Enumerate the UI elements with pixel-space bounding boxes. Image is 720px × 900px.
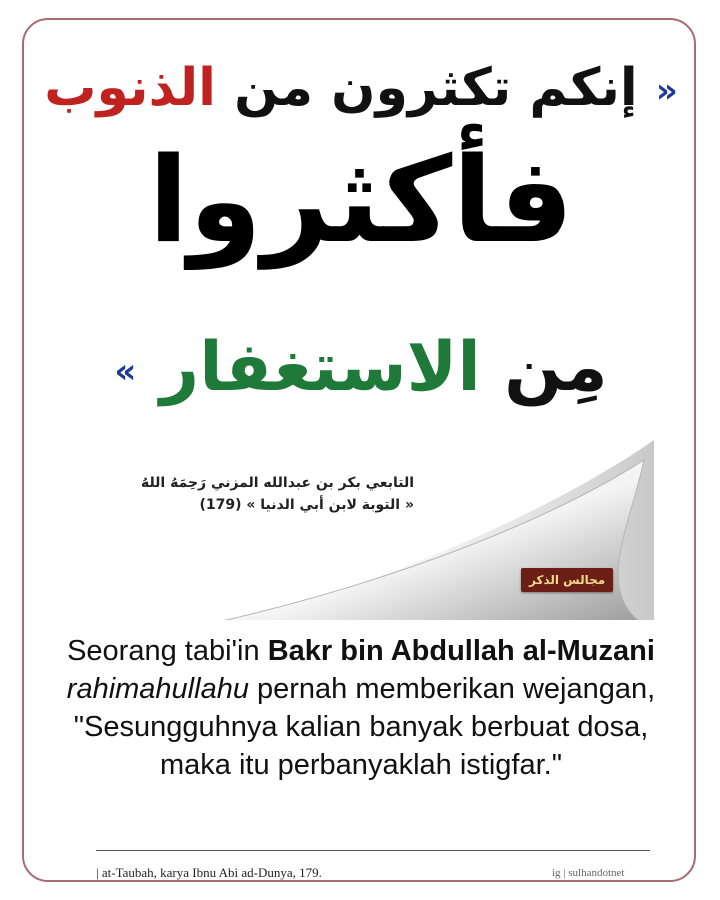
- caption-text-1: Seorang tabi'in: [67, 635, 268, 667]
- arabic-headline-red-word: الذنوب: [44, 58, 216, 118]
- footer-divider: [96, 850, 650, 851]
- caption-name-bold: Bakr bin Abdullah al-Muzani: [267, 635, 655, 667]
- arabic-headline-part-a: إنكم تكثرون من: [215, 58, 638, 118]
- arabic-headline: [24, 58, 698, 121]
- majalis-dhikr-badge: مجالس الذكر: [521, 568, 613, 592]
- instagram-handle: ig | sulhandotnet: [552, 867, 625, 879]
- open-quote-mark: «: [655, 71, 678, 111]
- caption-text-3: pernah memberikan wejangan, "Sesungguhnya kalian banyak berbuat dosa, maka itu perbanyaklah istigfar.": [73, 673, 656, 781]
- close-quote-mark: »: [114, 351, 137, 392]
- indonesian-caption: [64, 632, 658, 784]
- arabic-source-author: التابعي بكر بن عبدالله المزني رَحِمَهُ اللهُ: [140, 475, 414, 491]
- arabic-line-three-part-a: مِن: [480, 328, 608, 407]
- arabic-line-three: [24, 320, 698, 419]
- caption-honorific-italic: rahimahullahu: [66, 673, 249, 705]
- poster-frame: [22, 18, 696, 882]
- arabic-green-word: الاستغفار: [160, 328, 481, 407]
- arabic-source-book: « التوبة لابن أبي الدنيا » (179): [199, 497, 414, 513]
- footer-reference: | at-Taubah, karya Ibnu Abi ad-Dunya, 179.: [96, 865, 322, 880]
- arabic-quote-card: [24, 20, 698, 620]
- arabic-big-word: فأكثروا: [148, 131, 574, 269]
- arabic-source-note: [114, 472, 414, 516]
- page-curl-graphic: [174, 440, 654, 620]
